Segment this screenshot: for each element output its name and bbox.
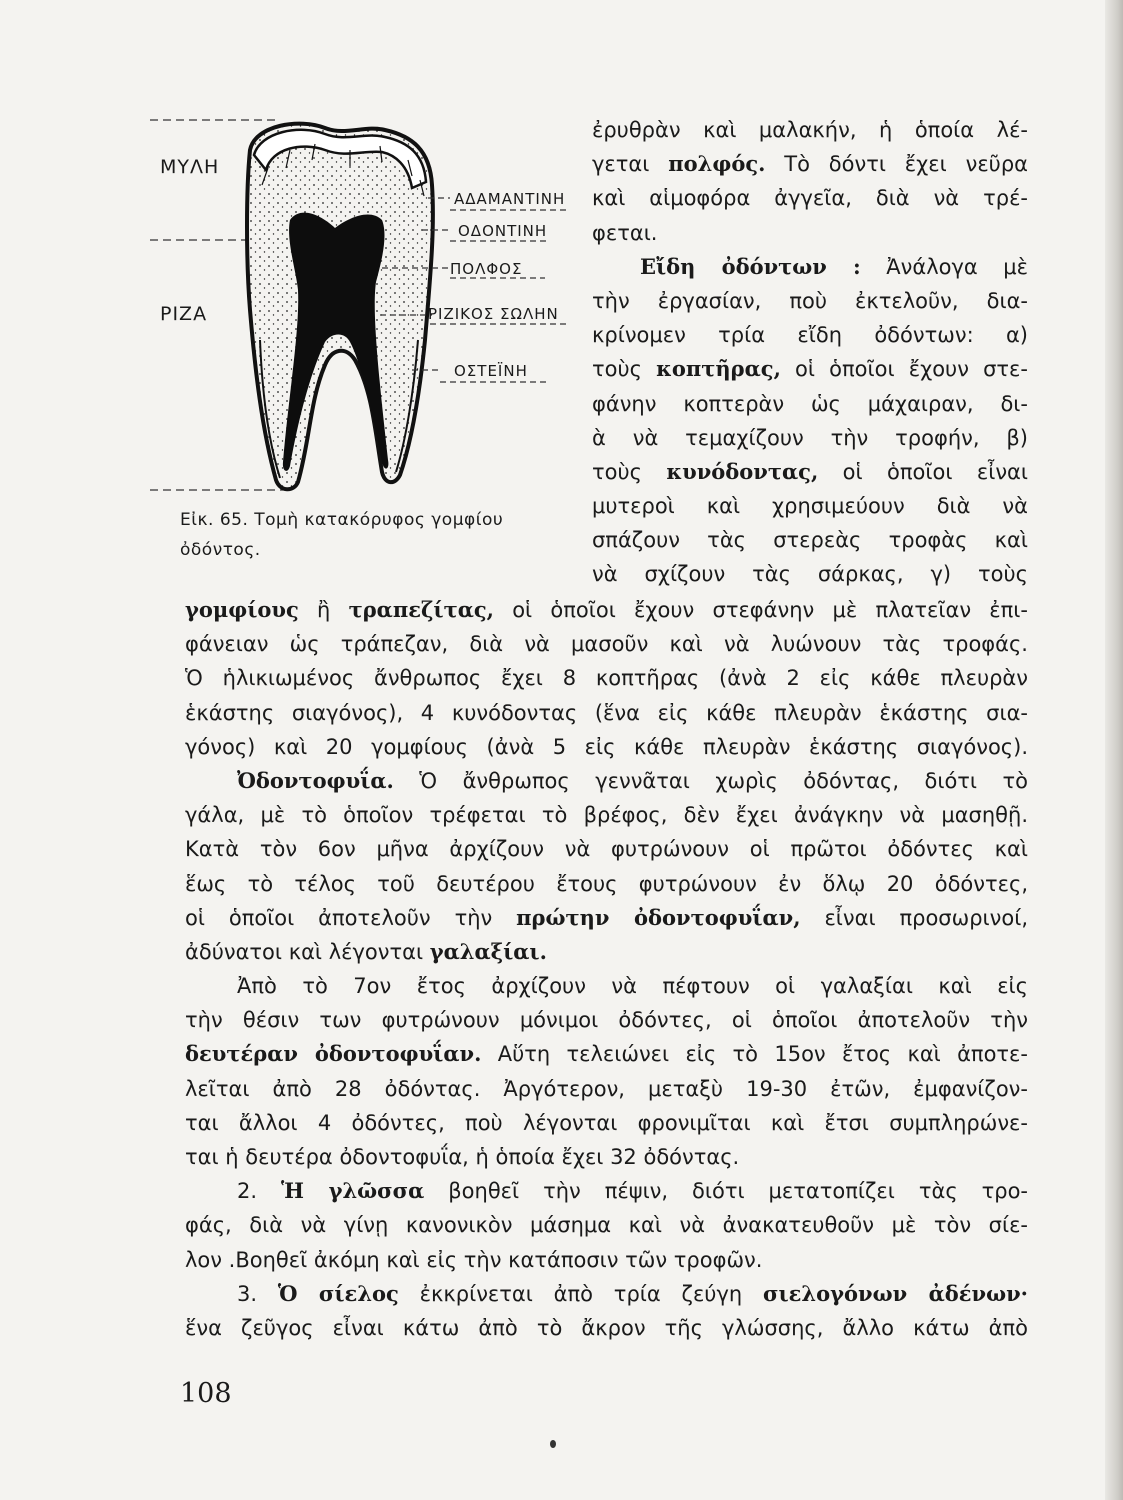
text-line: ται ἄλλοι 4 ὀδόντες, ποὺ λέγονται φρονιμῖται καὶ ἔτσι συμπληρώνε- [185,1110,1028,1135]
text-line: ἕως τὸ τέλος τοῦ δευτέρου ἔτους φυτρώνουν ἐν ὅλῳ 20 ὀδόντες, [185,871,1028,896]
label-enamel: ΑΔΑΜΑΝΤΙΝΗ [454,190,566,208]
term-canines: κυνόδοντας, [666,458,819,484]
heading-dentition: Ὀδοντοφυΐα. [237,767,394,793]
text-line: γάλα, μὲ τὸ ὁποῖον τρέφεται τὸ βρέφος, δὲν ἔχει ἀνάγκην νὰ μασηθῇ. [185,803,1028,828]
tooth-figure [150,110,580,510]
text-line: τοὺς κοπτῆρας, οἱ ὁποῖοι ἔχουν στε- [592,356,1028,382]
text-line: 3. Ὁ σίελος ἐκκρίνεται ἀπὸ τρία ζεύγη σιελογόνων ἀδένων· [237,1280,1028,1306]
text-line: φάς, διὰ νὰ γίνῃ κανονικὸν μάσημα καὶ νὰ ἀνακατευθοῦν μὲ τὸν σίε- [185,1213,1028,1238]
text-line: φάνην κοπτερὰν ὡς μάχαιραν, δι- [592,391,1028,416]
text-line: λεῖται ἀπὸ 28 ὀδόντας. Ἀργότερον, μεταξὺ 19-30 ἐτῶν, ἐμφανίζον- [185,1076,1028,1101]
caption-line: ὀδόντος. [180,540,261,560]
text-line: οἱ ὁποῖοι ἀποτελοῦν τὴν πρώτην ὀδοντοφυΐαν, εἶναι προσωρινοί, [185,904,1028,930]
text-line: Εἴδη ὀδόντων : Ἀνάλογα μὲ [640,253,1028,279]
label-dentin: ΟΔΟΝΤΙΝΗ [458,222,548,240]
right-column-text [592,113,1028,592]
text-line: ἕνα ζεῦγος εἶναι κάτω ἀπὸ τὸ ἄκρον τῆς γλώσσης, ἄλλο κάτω ἀπὸ [185,1315,1028,1340]
text-line: τὴν θέσιν των φυτρώνουν μόνιμοι ὀδόντες, οἱ ὁποῖοι ἀποτελοῦν τὴν [185,1008,1028,1033]
term-milk-teeth: γαλαξίαι. [429,938,547,964]
text-line: τοὺς κυνόδοντας, οἱ ὁποῖοι εἶναι [592,458,1028,484]
text-line: λον .Βοηθεῖ ἀκόμη καὶ εἰς τὴν κατάποσιν τῶν τροφῶν. [185,1247,763,1272]
term-molars: γομφίους [185,597,299,622]
text-line: σπάζουν τὰς στερεὰς τροφὰς καὶ [592,528,1028,553]
caption-line: Εἰκ. 65. Τομὴ κατακόρυφος γομφίου [180,510,504,530]
text-line: γόνος) καὶ 20 γομφίους (ἀνὰ 5 εἰς κάθε πλευρὰν ἑκάστης σιαγόνος). [185,734,1028,759]
heading-tongue: Ἡ γλῶσσα [281,1178,425,1204]
text-line: ἀδύνατοι καὶ λέγονται γαλαξίαι. [185,938,547,964]
text-line: Ὀδοντοφυΐα. Ὁ ἄνθρωπος γεννᾶται χωρὶς ὀδόντας, διότι τὸ [237,767,1028,793]
text-line: φάνειαν ὡς τράπεζαν, διὰ νὰ μασοῦν καὶ νὰ λυώνουν τὰς τροφάς. [185,632,1028,657]
term-trapezites: τραπεζίτας, [348,597,494,622]
body-text [185,593,1028,1345]
text-line: ται ἡ δευτέρα ὀδοντοφυΐα, ἡ ὁποία ἔχει 32 ὀδόντας. [185,1145,740,1169]
text-line: κρίνομεν τρία εἴδη ὀδόντων: α) [592,323,1028,348]
text-line: τὴν ἐργασίαν, ποὺ ἐκτελοῦν, δια- [592,288,1028,313]
heading-saliva: Ὁ σίελος [277,1280,399,1306]
text-line: καὶ αἱμοφόρα ἀγγεῖα, διὰ νὰ τρέ- [592,186,1028,211]
label-root: ΡΙΖΑ [160,303,208,325]
text-line: Ἀπὸ τὸ 7ον ἔτος ἀρχίζουν νὰ πέφτουν οἱ γαλαξίαι καὶ εἰς [237,974,1028,999]
text-line: δευτέραν ὀδοντοφυΐαν. Αὕτη τελειώνει εἰς τὸ 15ον ἔτος καὶ ἀποτε- [185,1041,1028,1067]
label-crown: ΜΥΛΗ [160,156,220,178]
text-line: φεται. [592,220,658,245]
text-line: ἐρυθρὰν καὶ μαλακήν, ἡ ὁποία λέ- [592,118,1028,142]
page-edge [1105,0,1123,1500]
print-speck [550,1440,556,1448]
text-line: Κατὰ τὸν 6ον μῆνα ἀρχίζουν νὰ φυτρώνουν οἱ πρῶτοι ὀδόντες καὶ [185,837,1028,862]
text-line: γεται πολφός. Τὸ δόντι ἔχει νεῦρα [592,151,1028,177]
page-number: 108 [180,1378,232,1409]
term-first-dentition: πρώτην ὀδοντοφυΐαν, [516,904,801,930]
text-line: 2. Ἡ γλῶσσα βοηθεῖ τὴν πέψιν, διότι μετατοπίζει τὰς τρο- [237,1178,1029,1204]
label-root-canal: ΡΙΖΙΚΟΣ ΣΩΛΗΝ [428,305,559,323]
term-salivary-glands: σιελογόνων ἀδένων· [763,1280,1028,1306]
term-incisors: κοπτῆρας, [656,356,781,382]
text-line: νὰ σχίζουν τὰς σάρκας, γ) τοὺς [592,562,1028,587]
label-pulp: ΠΟΛΦΟΣ [450,260,523,278]
text-line: ὰ νὰ τεμαχίζουν τὴν τροφήν, β) [592,425,1028,450]
term-pulp: πολφός. [668,151,766,177]
term-second-dentition: δευτέραν ὀδοντοφυΐαν. [185,1041,482,1067]
text-line: ἑκάστης σιαγόνος), 4 κυνόδοντας (ἕνα εἰς κάθε πλευρὰν ἑκάστης σια- [185,700,1028,725]
label-cementum: ΟΣΤΕΪΝΗ [454,362,528,380]
heading-tooth-types: Εἴδη ὀδόντων : [640,253,861,279]
figure-caption [180,505,580,565]
text-line: Ὁ ἡλικιωμένος ἄνθρωπος ἔχει 8 κοπτῆρας (ἀνὰ 2 εἰς κάθε πλευρὰν [185,666,1028,691]
text-line: γομφίους ἢ τραπεζίτας, οἱ ὁποῖοι ἔχουν στεφάνην μὲ πλατεῖαν ἐπι- [185,597,1028,622]
text-line: μυτεροὶ καὶ χρησιμεύουν διὰ νὰ [592,494,1028,519]
